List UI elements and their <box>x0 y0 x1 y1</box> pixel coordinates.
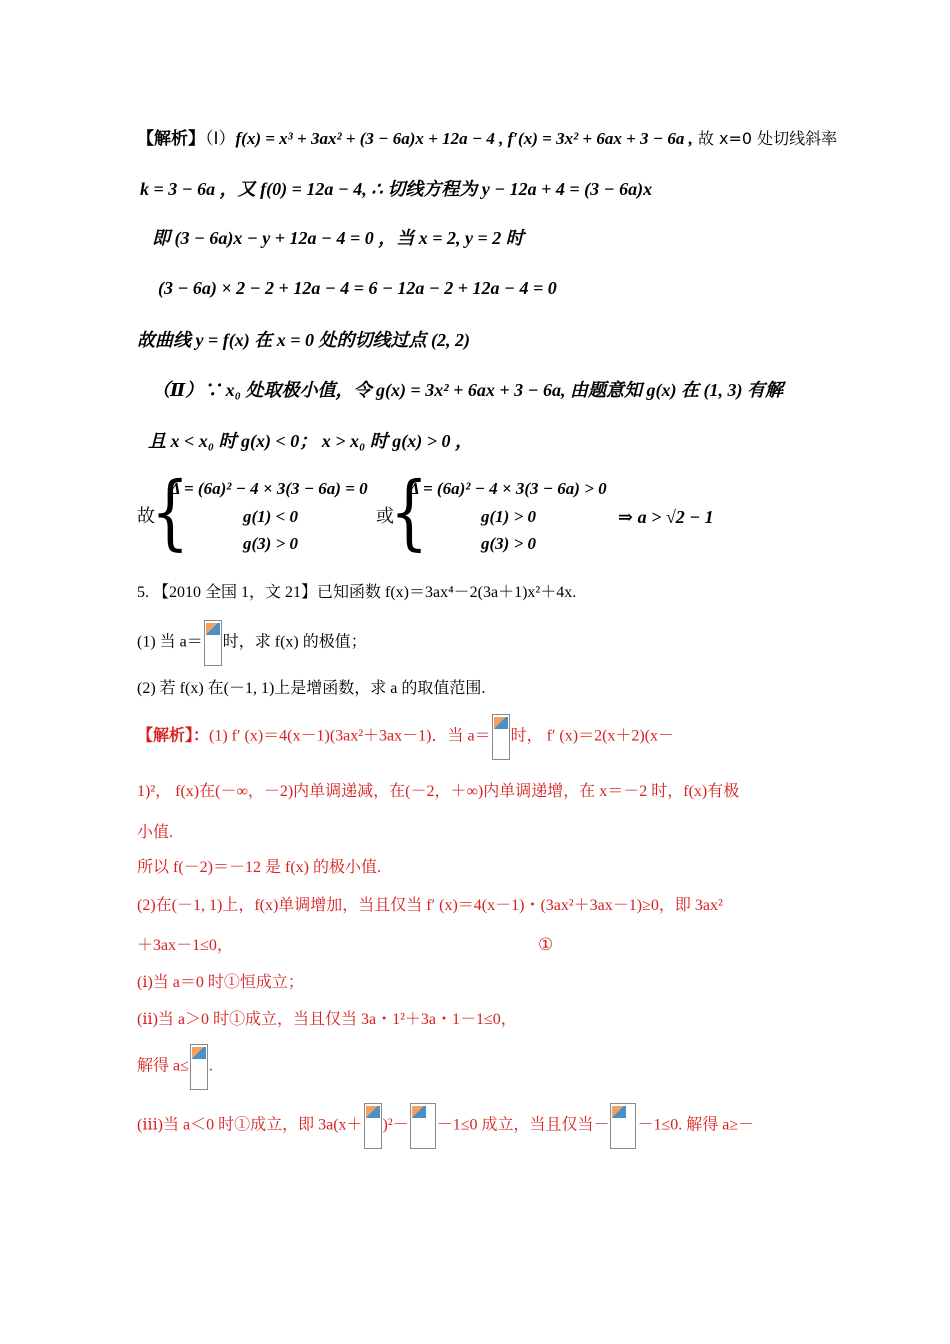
solution-line-6: ＋3ax－1≤0， <box>137 937 233 954</box>
analysis-line-2: k = 3 − 6a ，又 f(0) = 12a − 4, ∴ 切线方程为 y − 12a + 4 = (3 − 6a)x <box>140 179 653 199</box>
slope-text: 故 x=0 处切线斜率 <box>697 129 838 148</box>
system2-row-3: g(3) > 0 <box>481 534 537 553</box>
solution-line-2: 1)²， f(x)在(－∞，－2)内单调递减，在(－2，＋∞)内单调递增，在 x＝－2 时，f(x)有极 <box>137 783 740 800</box>
solution-line-4: 所以 f(－2)＝－12 是 f(x) 的极小值. <box>137 859 381 876</box>
formula-image-placeholder <box>364 1103 382 1149</box>
formula-image-placeholder <box>204 620 222 666</box>
system-result: ⇒ a > √2 − 1 <box>618 507 714 527</box>
analysis-line-1 <box>137 130 837 148</box>
analysis-label: 【解析】 <box>137 129 205 149</box>
solution-label: 【解析】： <box>137 727 210 745</box>
system1-row-3: g(3) > 0 <box>243 534 299 553</box>
left-brace-2: { <box>390 465 429 560</box>
q1-text-a: (1) 当 a＝ <box>137 633 203 651</box>
system1-row-2: g(1) < 0 <box>243 507 299 526</box>
equation-marker: ① <box>538 935 554 955</box>
solution-line-8: (ⅱ)当 a＞0 时①成立，当且仅当 3a・1²＋3a・1－1≤0， <box>137 1011 517 1028</box>
part-one-label: （Ⅰ） <box>205 129 236 149</box>
solution-text-9b: . <box>208 1057 213 1075</box>
solution-text-9a: 解得 a≤ <box>137 1057 189 1075</box>
system-or: 或 <box>376 506 394 527</box>
problem5-title: 5. 【2010 全国 1，文 21】已知函数 f(x)＝3ax⁴－2(3a＋1)x²＋4x. <box>137 584 577 601</box>
solution-line-1 <box>137 714 674 760</box>
solution-text-1b: 时， f′ (x)＝2(x＋2)(x－ <box>510 727 675 745</box>
formula-image-placeholder <box>190 1044 208 1090</box>
formula-image-placeholder <box>410 1103 436 1149</box>
solution-text-10d: －1≤0. 解得 a≥－ <box>637 1116 755 1134</box>
q1-text-b: 时，求 f(x) 的极值； <box>222 633 367 651</box>
formula-image-placeholder <box>610 1103 636 1149</box>
system2-row-2: g(1) > 0 <box>481 507 537 526</box>
system1-row-1: Δ = (6a)² − 4 × 3(3 − 6a) = 0 <box>170 479 368 498</box>
solution-text-10b: )²－ <box>382 1116 409 1134</box>
analysis-line-5: 故曲线 y = f(x) 在 x = 0 处的切线过点 (2, 2) <box>137 330 470 350</box>
left-brace-1: { <box>151 465 190 560</box>
system2-row-1: Δ = (6a)² − 4 × 3(3 − 6a) > 0 <box>409 479 607 498</box>
analysis-line-6: （Ⅱ）∵ x₀ 处取极小值，令 g(x) = 3x² + 6ax + 3 − 6a, 由题意知 g(x) 在 (1, 3) 有解 <box>152 380 783 400</box>
problem5-q2: (2) 若 f(x) 在(－1, 1)上是增函数，求 a 的取值范围. <box>137 680 486 697</box>
derivative-formula: f(x) = x³ + 3ax² + (3 − 6a)x + 12a − 4 , f′(x) = 3x² + 6ax + 3 − 6a , <box>235 129 693 148</box>
solution-text-10a: (ⅲ)当 a＜0 时①成立，即 3a(x＋ <box>137 1116 363 1134</box>
solution-line-7: (ⅰ)当 a＝0 时①恒成立； <box>137 974 304 991</box>
solution-line-3: 小值. <box>137 824 174 841</box>
formula-image-placeholder <box>492 714 510 760</box>
solution-text-1a: (1) f′ (x)＝4(x－1)(3ax²＋3ax－1)．当 a＝ <box>209 727 491 745</box>
problem5-q1 <box>137 620 367 666</box>
solution-line-9 <box>137 1044 213 1090</box>
system-prefix: 故 <box>137 506 155 527</box>
solution-line-10 <box>137 1103 754 1149</box>
analysis-line-4: (3 − 6a) × 2 − 2 + 12a − 4 = 6 − 12a − 2 + 12a − 4 = 0 <box>158 278 557 298</box>
solution-text-10c: －1≤0 成立，当且仅当－ <box>436 1116 610 1134</box>
solution-line-5: (2)在(－1, 1)上，f(x)单调增加，当且仅当 f′ (x)＝4(x－1)・(3ax²＋3ax－1)≥0，即 3ax² <box>137 897 723 914</box>
analysis-line-3: 即 (3 − 6a)x − y + 12a − 4 = 0 ，当 x = 2, y = 2 时 <box>152 228 524 248</box>
analysis-line-7: 且 x < x₀ 时 g(x) < 0； x > x₀ 时 g(x) > 0 ， <box>148 431 474 451</box>
